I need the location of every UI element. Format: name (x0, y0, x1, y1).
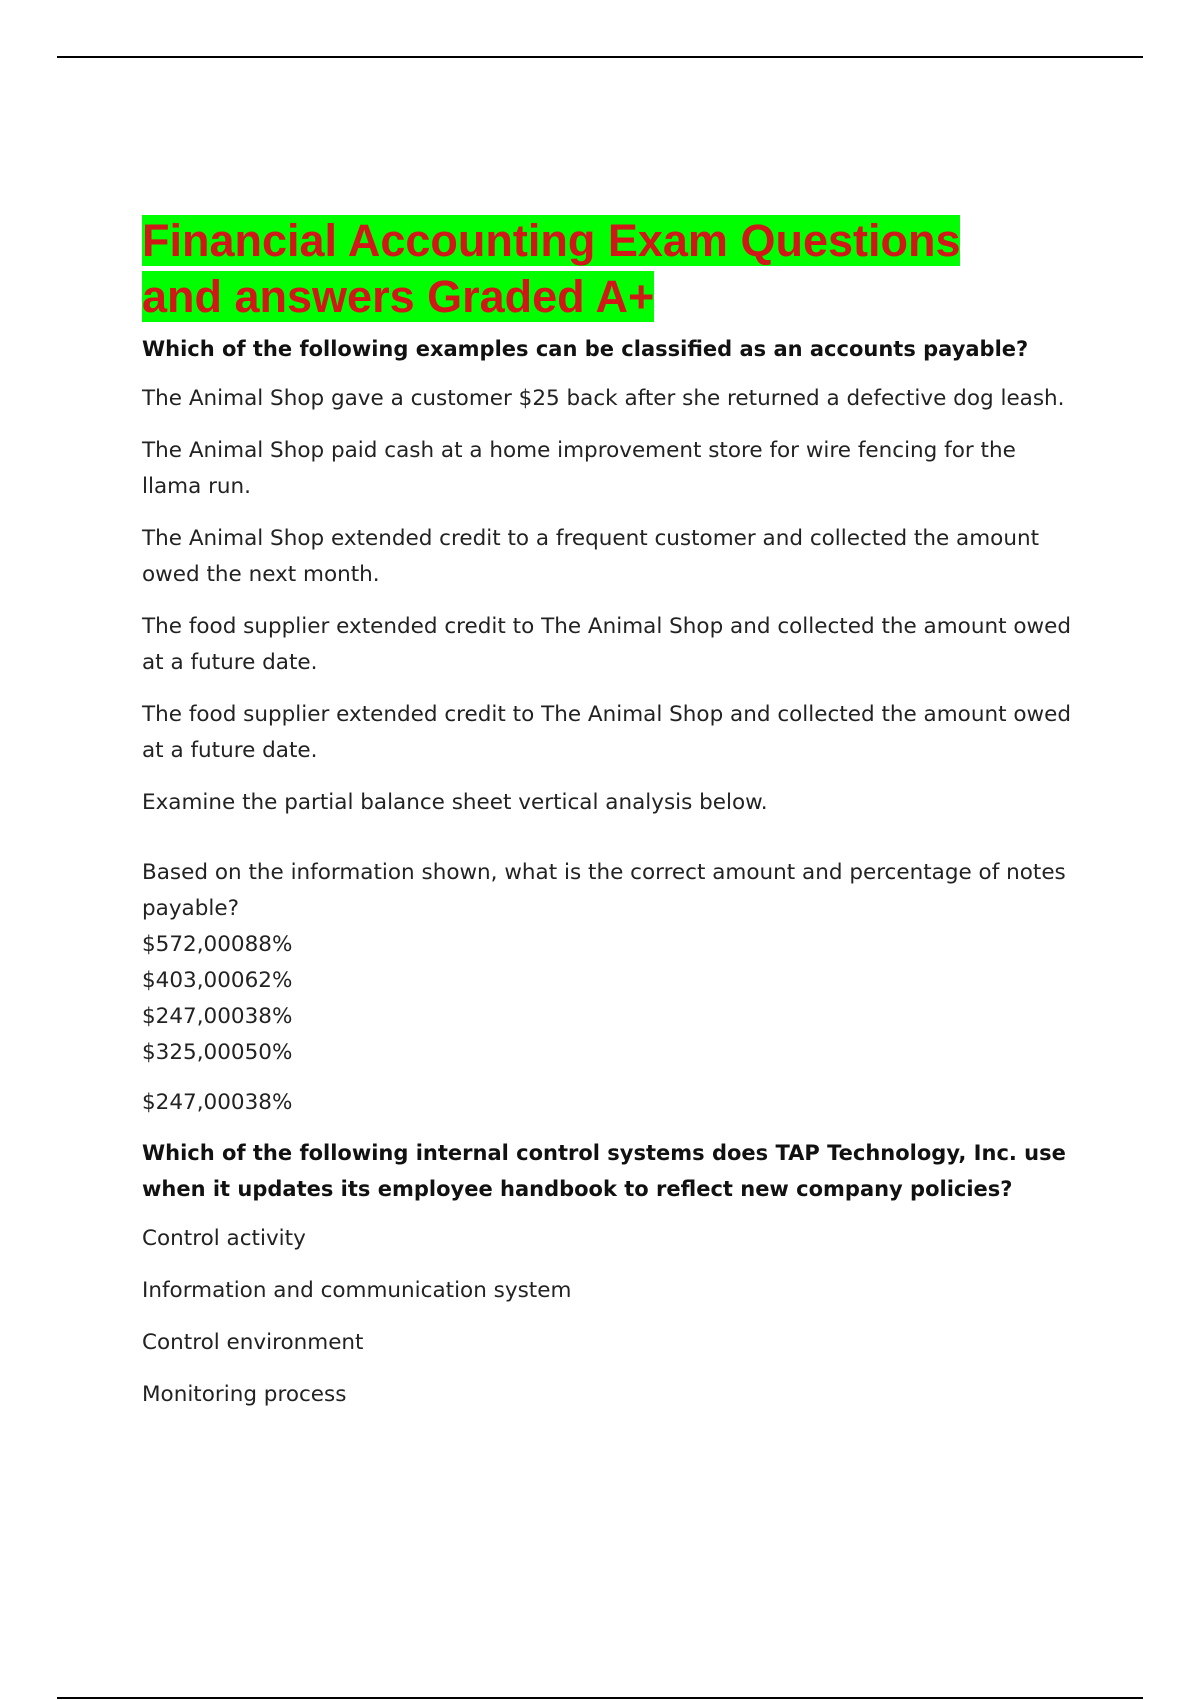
document-body (142, 213, 1072, 1413)
question-3-option: Control environment (142, 1330, 364, 1355)
header-rule (57, 56, 1143, 58)
document-title (142, 213, 1072, 325)
question-2-block (142, 855, 1072, 1071)
question-1-prompt: Which of the following examples can be classified as an accounts payable? (142, 337, 1029, 361)
question-1-option: The Animal Shop gave a customer $25 back after she returned a defective dog leash. (142, 386, 1065, 411)
question-1-option: The Animal Shop extended credit to a frequent customer and collected the amount owed the next month. (142, 526, 1040, 587)
question-1-answer: The food supplier extended credit to The Animal Shop and collected the amount owed at a future date. (142, 702, 1071, 763)
footer-rule (57, 1697, 1143, 1699)
question-2-intro: Examine the partial balance sheet vertical analysis below. (142, 790, 768, 815)
question-2-choice: $247,00038% (142, 1004, 293, 1029)
question-1-option: The food supplier extended credit to The Animal Shop and collected the amount owed at a future date. (142, 614, 1071, 675)
question-3-prompt: Which of the following internal control systems does TAP Technology, Inc. use when it updates its employee handbook to reflect new company policies? (142, 1141, 1066, 1201)
title-line-1: Financial Accounting Exam Questions (142, 215, 961, 266)
question-3-option: Monitoring process (142, 1382, 347, 1407)
title-line-2: and answers Graded A+ (142, 271, 655, 322)
question-2-prompt: Based on the information shown, what is the correct amount and percentage of notes payable? (142, 860, 1066, 921)
question-3-option: Information and communication system (142, 1278, 572, 1303)
question-2-answer: $247,00038% (142, 1090, 293, 1115)
question-2-choice: $403,00062% (142, 968, 293, 993)
question-2-choice: $572,00088% (142, 932, 293, 957)
question-1-option: The Animal Shop paid cash at a home improvement store for wire fencing for the llama run. (142, 438, 1016, 499)
question-2-choice: $325,00050% (142, 1040, 293, 1065)
question-3-option: Control activity (142, 1226, 306, 1251)
